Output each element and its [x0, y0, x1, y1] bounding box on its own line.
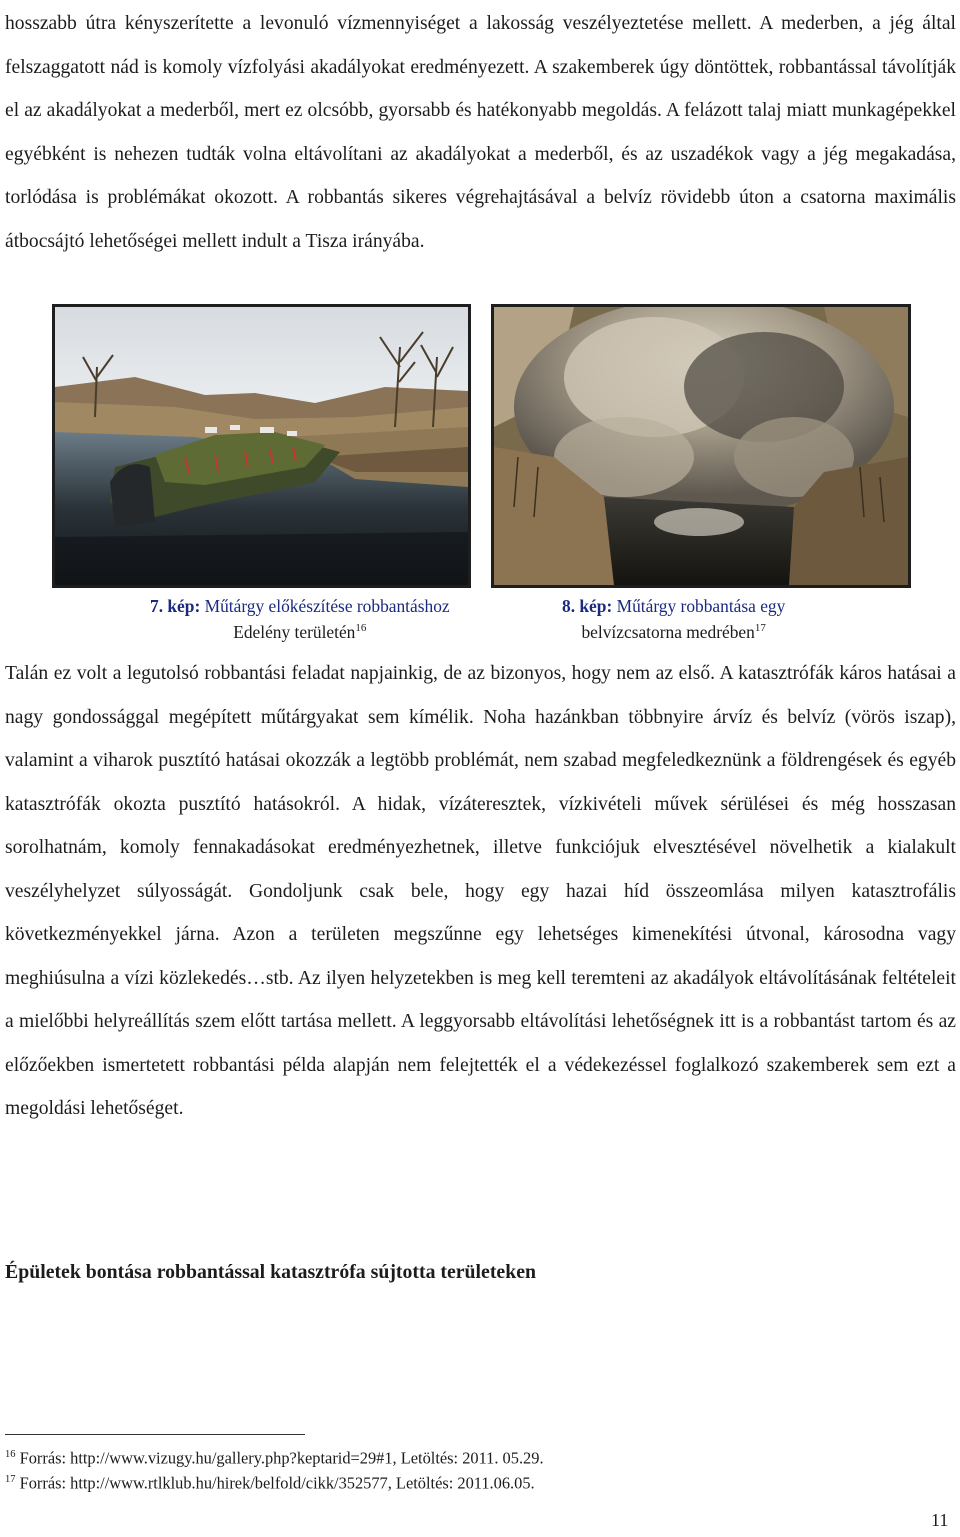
figure-8-caption-line-2: [562, 618, 785, 643]
figure-8-location: belvízcsatorna medrében: [581, 621, 755, 642]
figure-7-location: Edelény területén: [233, 621, 356, 642]
footnote-16-text: Forrás: http://www.vizugy.hu/gallery.php?keptarid=29#1, Letöltés: 2011. 05.29.: [15, 1448, 544, 1468]
footnote-16-mark: 16: [5, 1449, 16, 1460]
figure-7-number: 7. kép:: [150, 596, 201, 616]
body-paragraph-1: hosszabb útra kényszerítette a levonuló vízmennyiséget a lakosság veszélyeztetése mellett. A mederben, a jég által felszaggatott nád is komoly vízfolyási akadályokat eredményezett. A szakemberek úgy döntöttek, robbantással távolítják el az akadályokat a mederből, mert ez olcsóbb, gyorsabb és hatékonyabb megoldás. A felázott talaj miatt munkagépekkel egyébként is nehezen tudták volna eltávolítani az akadályokat a mederből, és az uszadékok vagy a jég megakadása, torlódása is problémákat okozott. A robbantás sikeres végrehajtásával a belvíz rövidebb úton a csatorna maximális átbocsájtó lehetőségei mellett indult a Tisza irányába.: [5, 13, 956, 252]
footnote-ref-17[interactable]: 17: [754, 621, 766, 634]
footnote-17: [5, 1470, 535, 1493]
figure-8-title: Műtárgy robbantása egy: [616, 596, 786, 616]
body-paragraph-2: Talán ez volt a legutolsó robbantási feladat napjainkig, de az bizonyos, hogy nem az első. A katasztrófák káros hatásai a nagy gondossággal megépített műtárgyakat sem kímélik. Noha hazánkban többnyire árvíz és belvíz (vörös iszap), valamint a viharok pusztító hatásai okozzák a legtöbb problémát, nem szabad megfeledkeznünk a földrengések és egyéb katasztrófák okozta pusztító hatásokról. A hidak, vízáteresztek, vízkivételi művek sérülései és még hosszasan sorolhatnám, komoly fennakadásokat eredményezhetnek, illetve funkciójuk elvesztésével növelhetik a kialakult veszélyhelyzet súlyosságát. Gondoljunk csak bele, hogy egy hazai híd összeomlása milyen katasztrofális következményekkel járna. Azon a területen megszűnne egy lehetséges kimenekítési útvonal, károsodna vagy meghiúsulna a vízi közlekedés…stb. Az ilyen helyzetekben is meg kell teremteni az akadályok eltávolításának feltételeit a mielőbbi helyreállítás szem előtt tartása mellett. A leggyorsabb eltávolítási lehetőségnek itt is a robbantást tartom és az előzőekben ismertetett robbantási példa alapján nem felejtették el a védekezéssel foglalkozó szakemberek sem ezt a megoldási lehetőséget.: [5, 663, 956, 1120]
photo-structure-blasting-in-canal-image: [494, 307, 908, 585]
figure-7-caption-line-2: [150, 618, 450, 643]
section-heading: Épületek bontása robbantással katasztrófa sújtotta területeken: [5, 1261, 536, 1283]
figure-8-caption: [562, 596, 785, 643]
page-number: 11: [931, 1510, 949, 1530]
figure-7-caption-line-1: [150, 596, 450, 618]
photo-structure-prepared-for-blasting-image: [55, 307, 468, 585]
figure-7-title: Műtárgy előkészítése robbantáshoz: [204, 596, 450, 616]
figure-8-number: 8. kép:: [562, 596, 613, 616]
footnote-17-text: Forrás: http://www.rtlklub.hu/hirek/belfold/cikk/352577, Letöltés: 2011.06.05.: [15, 1473, 535, 1493]
figure-7-caption: [150, 596, 450, 643]
footnote-ref-16[interactable]: 16: [355, 621, 367, 634]
footnote-separator: [5, 1434, 305, 1435]
photo-structure-prepared-for-blasting: [52, 304, 471, 588]
footnote-17-mark: 17: [5, 1474, 16, 1485]
figure-8-caption-line-1: [562, 596, 785, 618]
photo-structure-blasting-in-canal: [491, 304, 911, 588]
footnote-16: [5, 1445, 544, 1468]
